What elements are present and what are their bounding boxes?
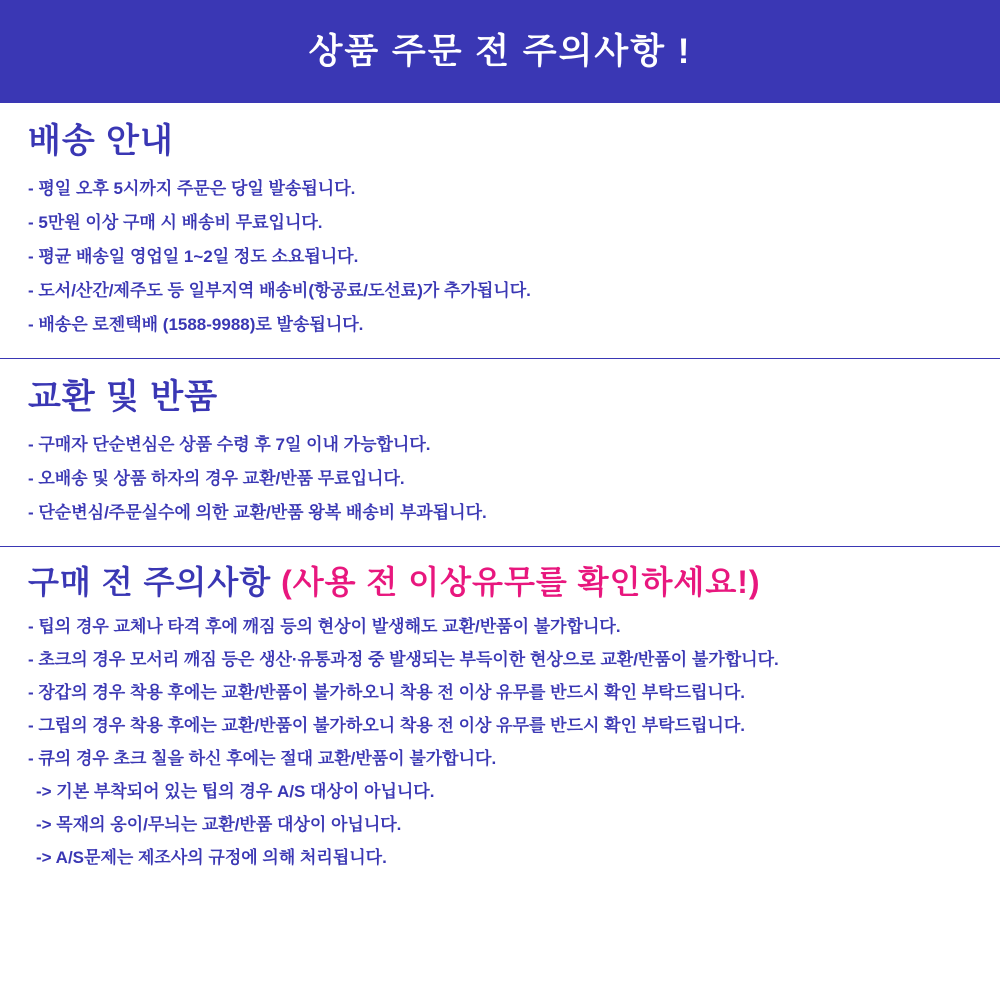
exchange-notice-list	[28, 434, 978, 525]
section-heading-caution-main: 구매 전 주의사항	[28, 564, 282, 601]
list-item: - 평균 배송일 영업일 1~2일 정도 소요됩니다.	[28, 247, 359, 267]
caution-notice-list	[28, 616, 978, 870]
page-title: 상품 주문 전 주의사항 !	[308, 32, 692, 71]
section-heading-exchange: 교환 및 반품	[28, 378, 219, 417]
list-item: - 큐의 경우 초크 칠을 하신 후에는 절대 교환/반품이 불가합니다.	[28, 749, 497, 769]
list-item: - 배송은 로젠택배 (1588-9988)로 발송됩니다.	[28, 315, 364, 335]
list-item: -> 목재의 옹이/무늬는 교환/반품 대상이 아닙니다.	[36, 815, 402, 835]
delivery-notice-list	[28, 178, 978, 337]
section-heading-caution-accent: (사용 전 이상유무를 확인하세요!)	[281, 564, 761, 601]
section-exchange-return	[0, 358, 1000, 546]
list-item: - 팁의 경우 교체나 타격 후에 깨짐 등의 현상이 발생해도 교환/반품이 불가합니다.	[28, 617, 621, 637]
list-item: - 평일 오후 5시까지 주문은 당일 발송됩니다.	[28, 179, 356, 199]
list-item: -> 기본 부착되어 있는 팁의 경우 A/S 대상이 아닙니다.	[36, 782, 435, 802]
list-item: - 도서/산간/제주도 등 일부지역 배송비(항공료/도선료)가 추가됩니다.	[28, 281, 531, 301]
page-banner	[0, 0, 1000, 103]
list-item: - 장갑의 경우 착용 후에는 교환/반품이 불가하오니 착용 전 이상 유무를 반드시 확인 부탁드립니다.	[28, 683, 745, 703]
list-item: - 초크의 경우 모서리 깨짐 등은 생산·유통과정 중 발생되는 부득이한 현상으로 교환/반품이 불가합니다.	[28, 650, 779, 670]
list-item: - 오배송 및 상품 하자의 경우 교환/반품 무료입니다.	[28, 469, 405, 489]
list-item: - 단순변심/주문실수에 의한 교환/반품 왕복 배송비 부과됩니다.	[28, 503, 487, 523]
list-item: - 구매자 단순변심은 상품 수령 후 7일 이내 가능합니다.	[28, 435, 431, 455]
list-item: - 5만원 이상 구매 시 배송비 무료입니다.	[28, 213, 323, 233]
list-item: - 그립의 경우 착용 후에는 교환/반품이 불가하오니 착용 전 이상 유무를 반드시 확인 부탁드립니다.	[28, 716, 745, 736]
section-delivery-info	[0, 103, 1000, 358]
section-heading-caution	[28, 565, 978, 600]
section-purchase-caution	[0, 546, 1000, 886]
section-heading-delivery: 배송 안내	[28, 122, 174, 160]
list-item: -> A/S문제는 제조사의 규정에 의해 처리됩니다.	[36, 848, 387, 868]
